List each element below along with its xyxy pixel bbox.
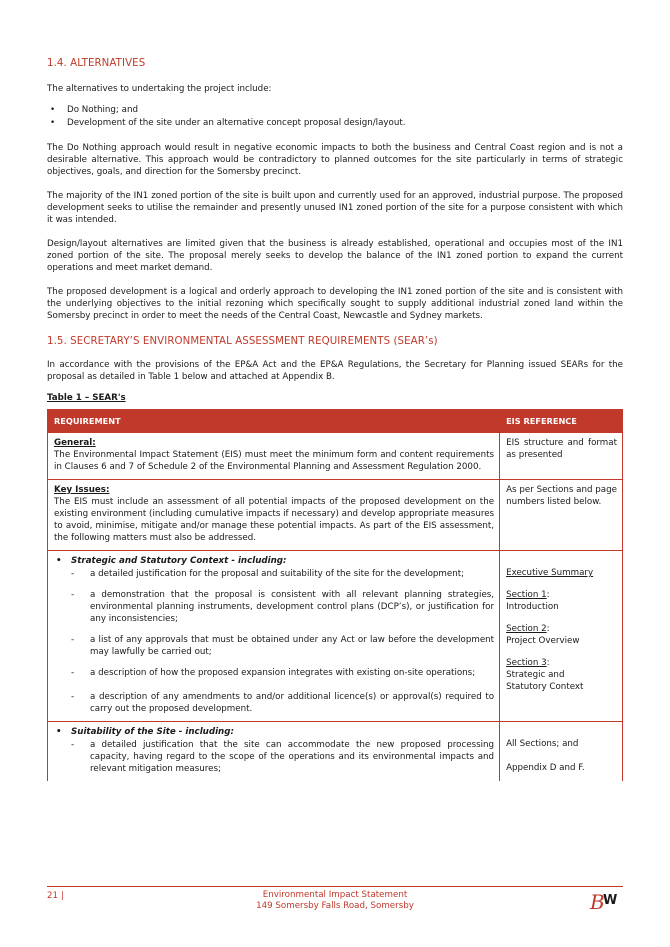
requirement-cell [48,433,500,480]
reference-colon: : [546,590,550,600]
paragraph-design-layout: Design/layout alternatives are limited given that the business is already established, operational and occupies most of the IN1 zoned portion of the site. The proposal merely seeks to develop the balance of the IN1 zoned portion to expand the current operations and meet market demand. [47,239,623,273]
page-footer [47,886,623,926]
reference-name: Project Overview [506,636,580,646]
reference-name: Strategic and Statutory Context [506,670,584,692]
reference-cell [500,722,623,782]
row-text: The EIS must include an assessment of all potential impacts of the proposed development on the existing environment (including cumulative impacts if necessary) and develop appropriate measures to avoid, minimise, mitigate and/or manage these potential impacts. As part of the EIS assessment, the following matters must also be addressed. [54,497,495,543]
list-item: - a description of any amendments to and/or additional licence(s) or approval(s) required to carry out the proposed development. [54,691,494,715]
list-item: - a list of any approvals that must be obtained under any Act or law before the development may lawfully be carried out; [54,634,494,658]
table-row [48,722,623,782]
reference-section-3 [506,657,617,693]
reference-label: Section 3 [506,658,547,668]
paragraph-do-nothing: The Do Nothing approach would result in negative economic impacts to both the business and Central Coast region and is not a desirable alternative. This approach would be contradictory to planned outcomes for the site particularly in terms of strategic objectives, goals, and direction for the Somersby precinct. [47,143,623,177]
table-row [48,551,623,722]
row-label: • Strategic and Statutory Context - including: [54,555,494,567]
page-number: 21 | [47,891,64,901]
reference-cell [500,433,623,480]
reference-text: EIS structure and format as presented [506,438,617,460]
requirement-cell [48,480,500,551]
reference-cell [500,480,623,551]
logo-letter-w: W [603,893,618,908]
reference-section-2 [506,623,617,647]
reference-section-1 [506,589,617,613]
reference-colon: : [546,658,550,668]
page-content [47,58,623,781]
requirement-cell [48,722,500,782]
list-item: • Do Nothing; and [47,104,623,117]
list-item: • Development of the site under an alternative concept proposal design/layout. [47,117,623,130]
table-caption: Table 1 – SEAR's [47,393,126,403]
row-label: General: [54,438,96,448]
table-header-row [48,410,623,433]
footer-title [47,890,623,912]
section-heading-sears: 1.5. SECRETARY’S ENVIRONMENTAL ASSESSMENT REQUIREMENTS (SEAR’s) [47,336,438,347]
row-text: The Environmental Impact Statement (EIS) must meet the minimum form and content requirements in Clauses 6 and 7 of Schedule 2 of the Environmental Planning and Assessment Regulation 2000. [54,450,495,472]
list-item: - a description of how the proposed expansion integrates with existing on-site operations; [54,667,494,679]
alternatives-intro: The alternatives to undertaking the project include: [47,84,272,94]
paragraph-sears: In accordance with the provisions of the EP&A Act and the EP&A Regulations, the Secretary for Planning issued SEARs for the proposal as detailed in Table 1 below and attached at Appendix B. [47,360,623,382]
table-row [48,480,623,551]
header-eis-reference: EIS REFERENCE [500,410,623,433]
paragraph-majority: The majority of the IN1 zoned portion of the site is built upon and currently used for an approved, industrial purpose. The proposed development seeks to utilise the remainder and presently unused IN1 zoned portion of the site for a purpose consistent with which it was intended. [47,191,623,225]
alternatives-list [47,104,623,129]
logo-letter-b: B [590,890,605,914]
reference-cell [500,551,623,722]
header-requirement: REQUIREMENT [48,410,500,433]
sears-table [47,409,623,781]
reference-text: As per Sections and page numbers listed below. [506,485,617,507]
table-row [48,433,623,480]
reference-text: All Sections; and [506,739,579,749]
reference-text: Appendix D and F. [506,763,585,773]
bw-logo [589,887,619,915]
paragraph-logical: The proposed development is a logical and orderly approach to developing the IN1 zoned portion of the site and is consistent with the underlying objectives to the initial rezoning which specifically sought to supply additional industrial zoned land within the Somersby precinct in order to meet the needs of the Central Coast, Newcastle and Sydney markets. [47,287,623,321]
footer-line-1: Environmental Impact Statement [262,890,408,900]
reference-executive-summary: Executive Summary [506,568,594,578]
list-item: - a demonstration that the proposal is consistent with all relevant planning strategies, environmental planning instruments, development control plans (DCP’s), or justification for any inconsistencies; [54,589,494,625]
row-label: • Suitability of the Site - including: [54,726,494,738]
reference-colon: : [546,624,550,634]
footer-line-2: 149 Somersby Falls Road, Somersby [256,901,414,911]
section-heading-alternatives: 1.4. ALTERNATIVES [47,58,146,69]
requirement-cell [48,551,500,722]
row-label: Key Issues: [54,485,110,495]
list-item: - a detailed justification for the proposal and suitability of the site for the development; [54,568,494,580]
reference-label: Section 1 [506,590,547,600]
reference-label: Section 2 [506,624,547,634]
list-item: - a detailed justification that the site can accommodate the new proposed processing capacity, having regard to the scope of the operations and its environmental impacts and relevant mitigation measures; [54,739,494,775]
reference-name: Introduction [506,602,559,612]
